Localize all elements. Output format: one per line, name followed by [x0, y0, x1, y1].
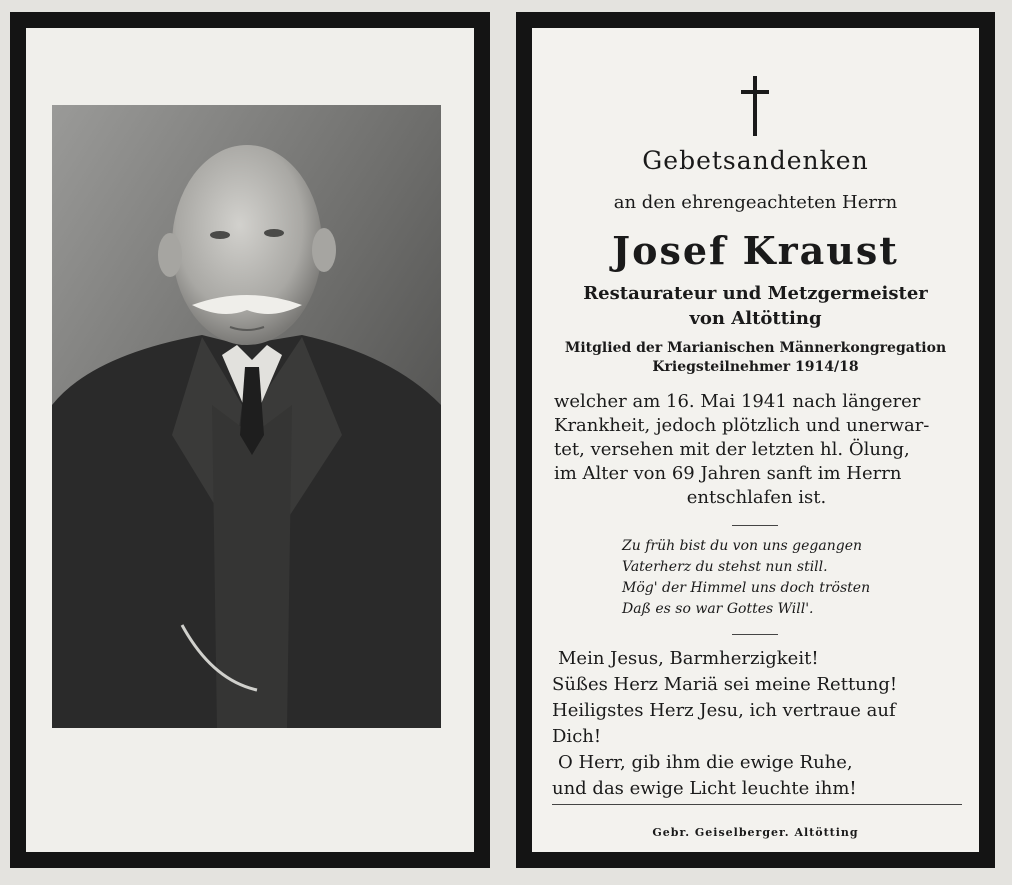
membership-line: Mitglied der Marianischen Männerkongregation	[564, 340, 947, 356]
footer-rule	[552, 804, 962, 805]
verse-line: Daß es so war Gottes Will'.	[622, 601, 814, 617]
divider	[732, 634, 778, 635]
verse-line: Mög' der Himmel uns doch trösten	[622, 580, 871, 596]
obituary-line: Krankheit, jedoch plötzlich und unerwar-	[554, 415, 930, 436]
veteran-line: Kriegsteilnehmer 1914/18	[652, 359, 859, 375]
prayer-line: O Herr, gib ihm die ewige Ruhe,	[558, 752, 853, 773]
card-title: Gebetsandenken	[642, 146, 869, 175]
cross-icon	[739, 76, 771, 136]
profession-line: Restaurateur und Metzgermeister	[583, 283, 928, 304]
portrait-illustration	[52, 105, 441, 728]
obituary-line: tet, versehen mit der letzten hl. Ölung,	[554, 439, 910, 460]
hometown-line: von Altötting	[689, 308, 822, 329]
prayer-line: Süßes Herz Mariä sei meine Rettung!	[552, 674, 898, 695]
memorial-verse	[622, 536, 922, 620]
obituary-line: im Alter von 69 Jahren sanft im Herrn	[554, 463, 902, 484]
prayer-line: Mein Jesus, Barmherzigkeit!	[558, 648, 819, 669]
card-subtitle: an den ehrengeachteten Herrn	[613, 192, 898, 213]
prayer-line: und das ewige Licht leuchte ihm!	[552, 778, 857, 799]
prayer-text	[552, 646, 962, 802]
obituary-line: welcher am 16. Mai 1941 nach längerer	[554, 391, 921, 412]
verse-line: Zu früh bist du von uns gegangen	[622, 538, 862, 554]
verse-line: Vaterherz du stehst nun still.	[622, 559, 828, 575]
printer-credit: Gebr. Geiselberger. Altötting	[652, 826, 859, 839]
obituary-text	[554, 390, 959, 510]
obituary-line: entschlafen ist.	[686, 487, 827, 508]
prayer-line: Heiligstes Herz Jesu, ich vertraue auf	[552, 700, 896, 721]
photo-panel	[10, 12, 490, 868]
text-panel	[516, 12, 995, 868]
deceased-name: Josef Kraust	[612, 228, 899, 273]
divider	[732, 525, 778, 526]
portrait-photo	[52, 105, 441, 728]
prayer-line: Dich!	[552, 726, 602, 747]
text-panel-content	[532, 28, 979, 852]
